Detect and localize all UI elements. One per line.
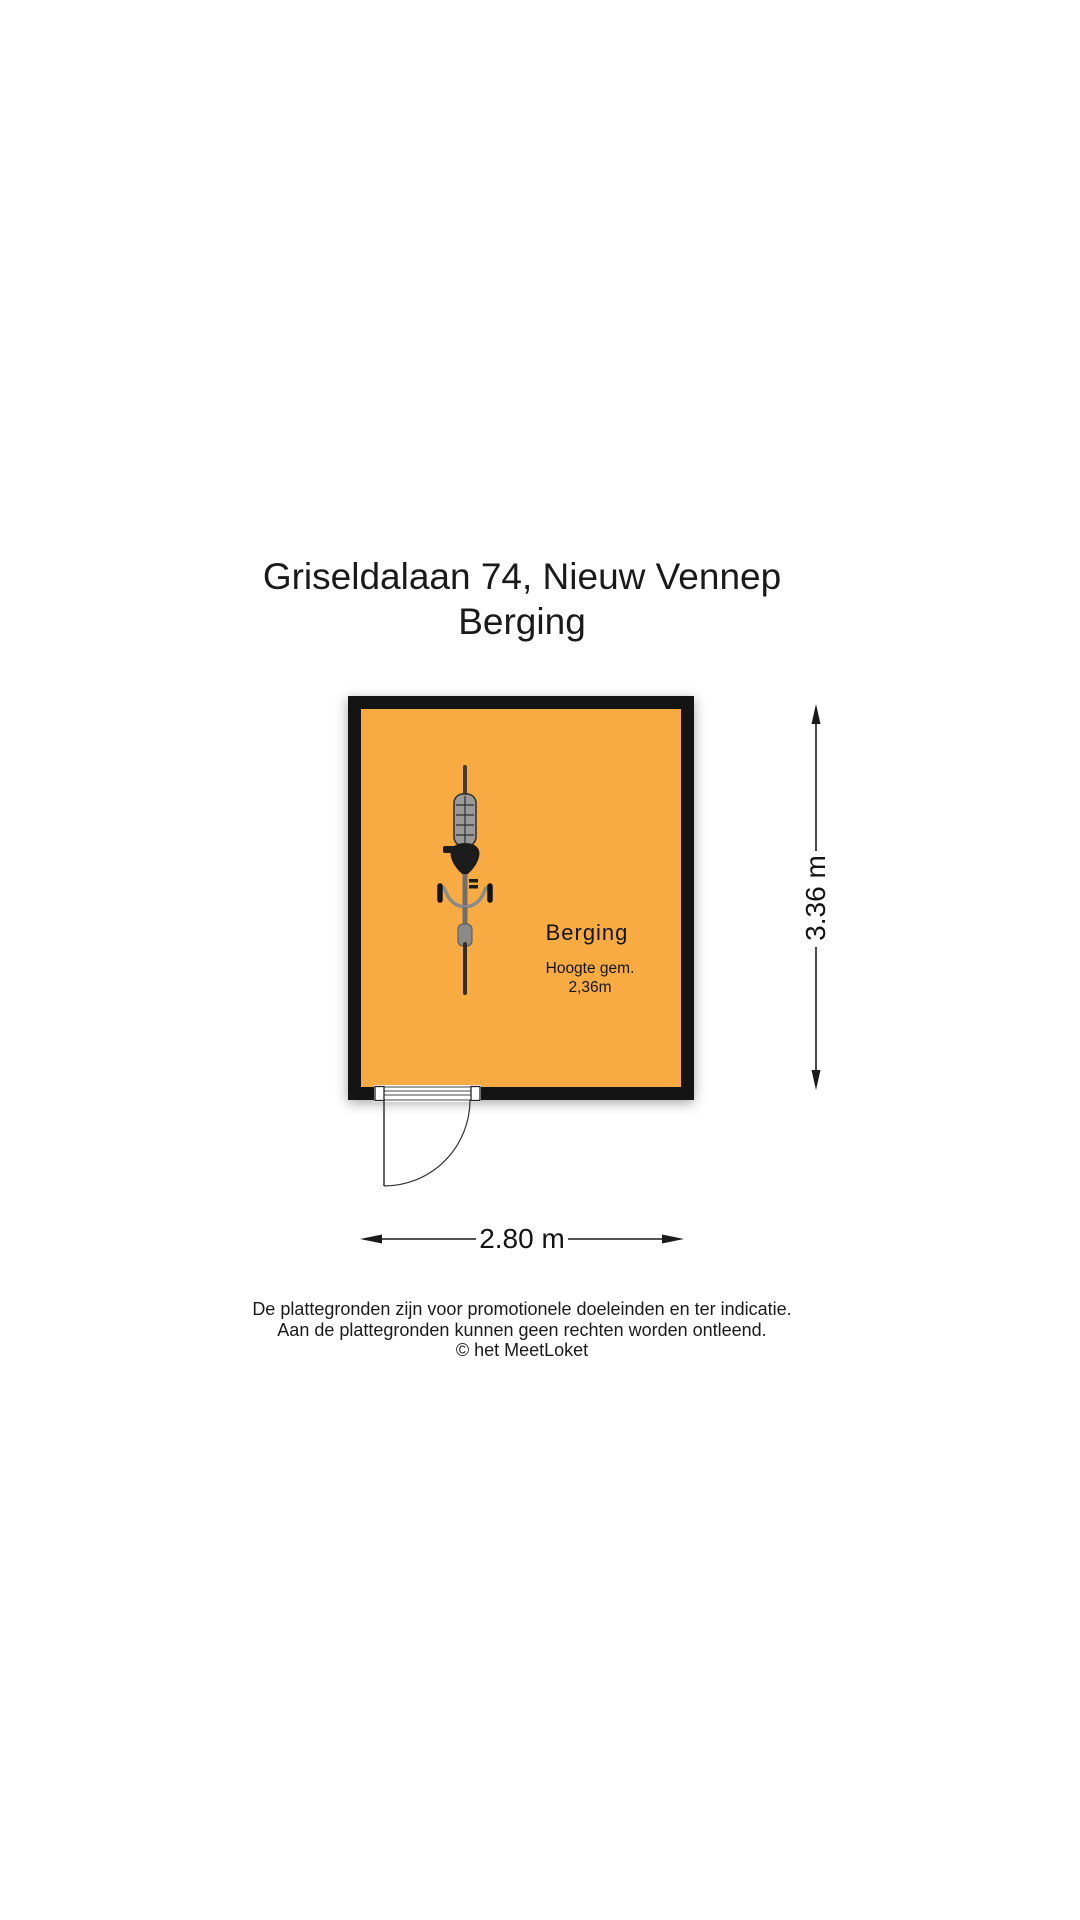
room-berging bbox=[348, 696, 694, 1100]
bicycle-top-view-icon bbox=[433, 762, 497, 1002]
disclaimer-line2: Aan de plattegronden kunnen geen rechten worden ontleend. bbox=[277, 1319, 767, 1340]
dimension-height-label: 3.36 m bbox=[800, 855, 831, 941]
dimension-width-label: 2.80 m bbox=[479, 1223, 565, 1254]
room-height-note bbox=[510, 959, 670, 997]
disclaimer-line3: © het MeetLoket bbox=[455, 1340, 589, 1360]
page-title bbox=[22, 554, 1022, 644]
title-floor: Berging bbox=[458, 601, 586, 642]
title-address: Griseldalaan 74, Nieuw Vennep bbox=[262, 556, 782, 597]
door-swing bbox=[360, 1082, 495, 1197]
disclaimer-line1: De plattegronden zijn voor promotionele doeleinden en ter indicatie. bbox=[252, 1299, 792, 1319]
room-height-note-line1: Hoogte gem. bbox=[545, 960, 635, 977]
disclaimer bbox=[22, 1299, 1022, 1361]
room-height-note-line2: 2,36m bbox=[568, 979, 612, 996]
room-name-label: Berging bbox=[545, 920, 629, 945]
